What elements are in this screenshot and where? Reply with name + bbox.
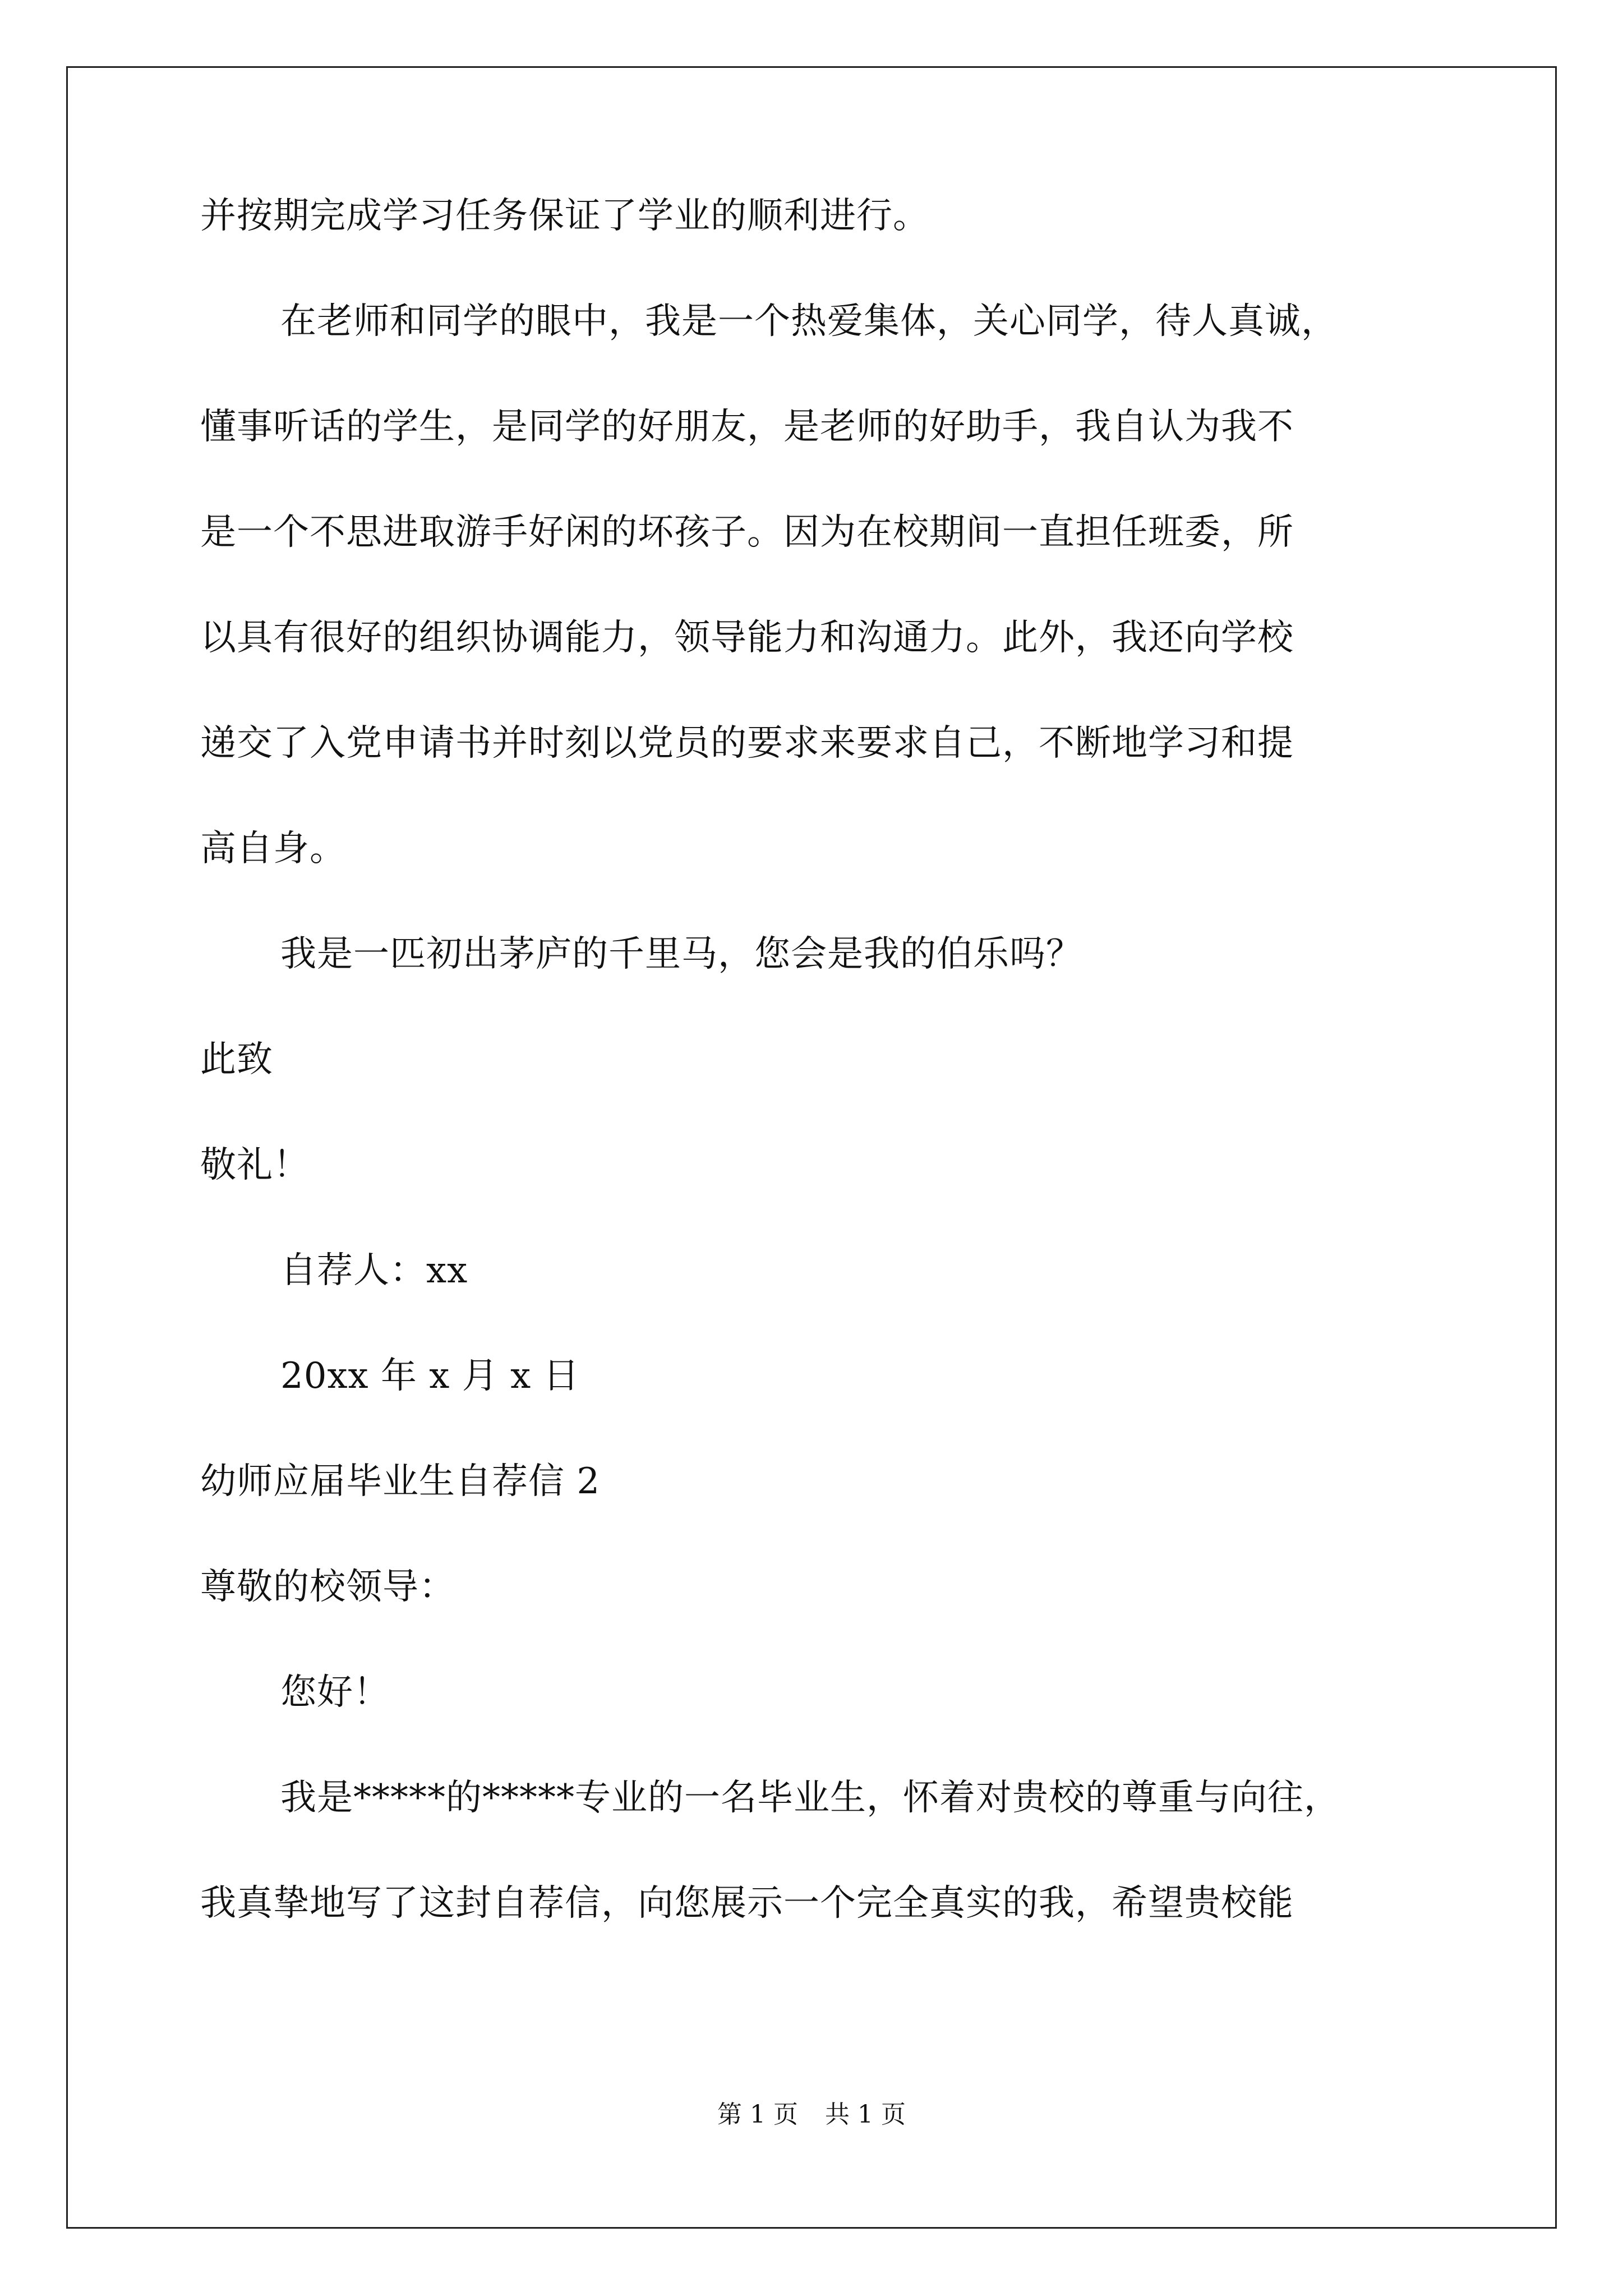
page-total: 共 1 页 [825,2100,906,2129]
paragraph-line: 并按期完成学习任务保证了学业的顺利进行。 [200,195,929,237]
salutation-line: 尊敬的校领导： [200,1566,455,1608]
paragraph-line: 递交了入党申请书并时刻以党员的要求来要求自己，不断地学习和提 [200,723,1294,764]
paragraph-line: 我是一匹初出茅庐的千里马，您会是我的伯乐吗？ [280,933,1082,975]
closing-line: 此致 [200,1039,273,1080]
page-number: 第 1 页 [717,2100,798,2129]
page-footer [0,2098,1623,2132]
paragraph-line: 是一个不思进取游手好闲的坏孩子。因为在校期间一直担任班委，所 [200,512,1294,553]
closing-line: 敬礼！ [200,1144,310,1186]
paragraph-line: 以具有很好的组织协调能力，领导能力和沟通力。此外，我还向学校 [200,617,1294,659]
date-line: 20xx 年 x 月 x 日 [280,1355,580,1397]
paragraph-line: 我是*****的*****专业的一名毕业生，怀着对贵校的尊重与向往， [280,1777,1340,1819]
section-title: 幼师应届毕业生自荐信 2 [200,1461,601,1502]
greeting-line: 您好！ [280,1672,390,1713]
signature-line: 自荐人：xx [280,1250,468,1291]
paragraph-line: 高自身。 [200,828,346,869]
paragraph-line: 懂事听话的学生，是同学的好朋友，是老师的好助手，我自认为我不 [200,406,1294,448]
paragraph-line: 我真挚地写了这封自荐信，向您展示一个完全真实的我，希望贵校能 [200,1883,1294,1924]
paragraph-line: 在老师和同学的眼中，我是一个热爱集体，关心同学，待人真诚， [280,301,1338,342]
